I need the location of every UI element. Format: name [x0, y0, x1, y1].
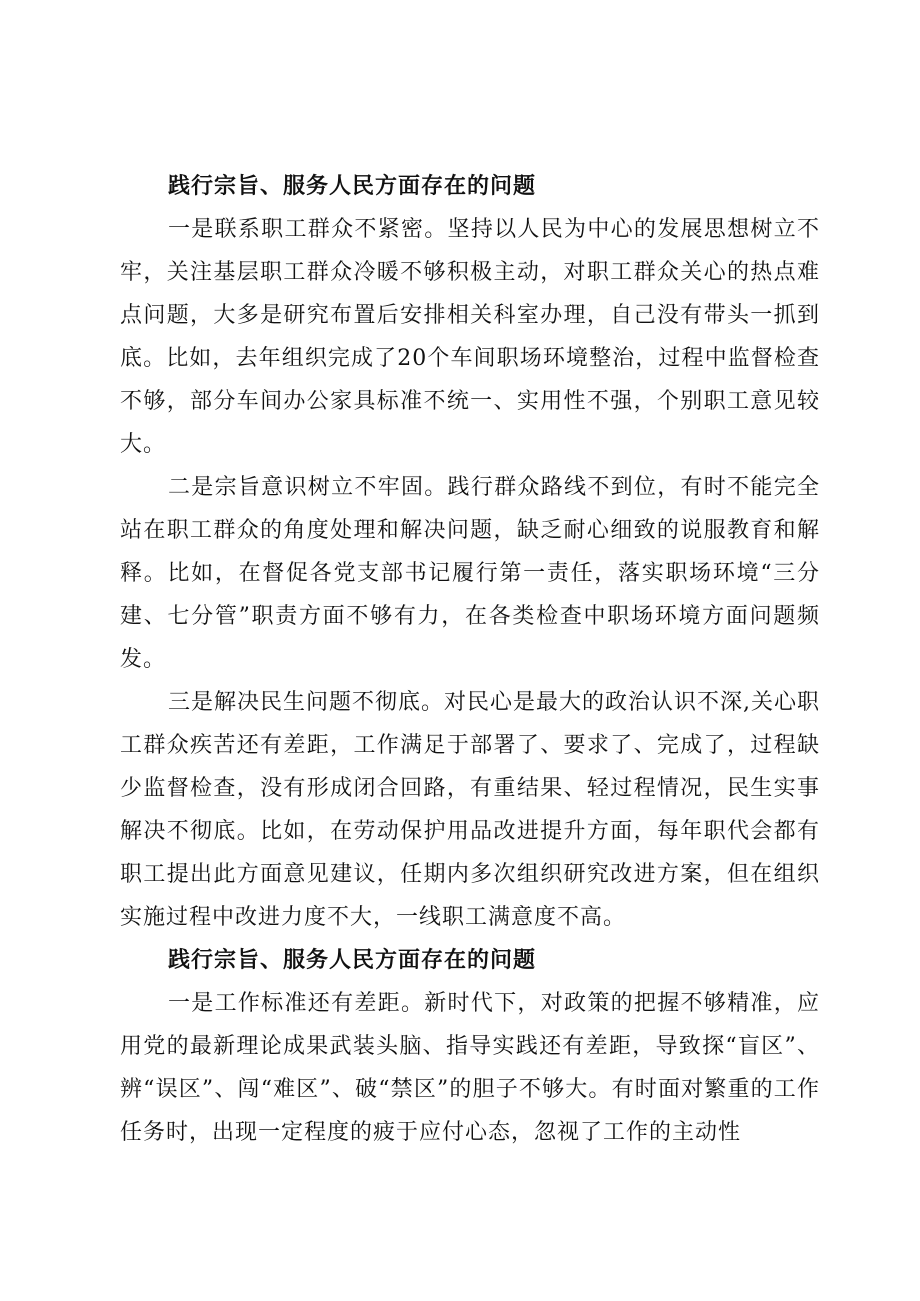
paragraph: 二是宗旨意识树立不牢固。践行群众路线不到位，有时不能完全站在职工群众的角度处理和解决问题，缺乏耐心细致的说服教育和解释。比如，在督促各党支部书记履行第一责任，落实职场环境“三分建、七分管”职责方面不够有力，在各类检查中职场环境方面问题频发。 — [120, 475, 820, 672]
document-body — [120, 165, 820, 1154]
section-2 — [120, 939, 820, 1154]
paragraph: 一是工作标准还有差距。新时代下，对政策的把握不够精准，应用党的最新理论成果武装头脑、指导实践还有差距，导致探“盲区”、辨“误区”、闯“难区”、破“禁区”的胆子不够大。有时面对繁重的工作任务时，出现一定程度的疲于应付心态，忽视了工作的主动性 — [120, 991, 820, 1145]
paragraph: 三是解决民生问题不彻底。对民心是最大的政治认识不深,关心职工群众疾苦还有差距，工作满足于部署了、要求了、完成了，过程缺少监督检查，没有形成闭合回路，有重结果、轻过程情况，民生实事解决不彻底。比如，在劳动保护用品改进提升方面，每年职代会都有职工提出此方面意见建议，任期内多次组织研究改进方案，但在组织实施过程中改进力度不大，一线职工满意度不高。 — [120, 690, 820, 930]
section-heading: 践行宗旨、服务人民方面存在的问题 — [168, 948, 537, 973]
paragraph: 一是联系职工群众不紧密。坚持以人民为中心的发展思想树立不牢，关注基层职工群众冷暖不够积极主动，对职工群众关心的热点难点问题，大多是研究布置后安排相关科室办理，自己没有带头一抓到底。比如，去年组织完成了20个车间职场环境整治，过程中监督检查不够，部分车间办公家具标准不统一、实用性不强，个别职工意见较大。 — [120, 217, 820, 457]
section-1 — [120, 165, 820, 939]
section-heading: 践行宗旨、服务人民方面存在的问题 — [168, 174, 537, 199]
